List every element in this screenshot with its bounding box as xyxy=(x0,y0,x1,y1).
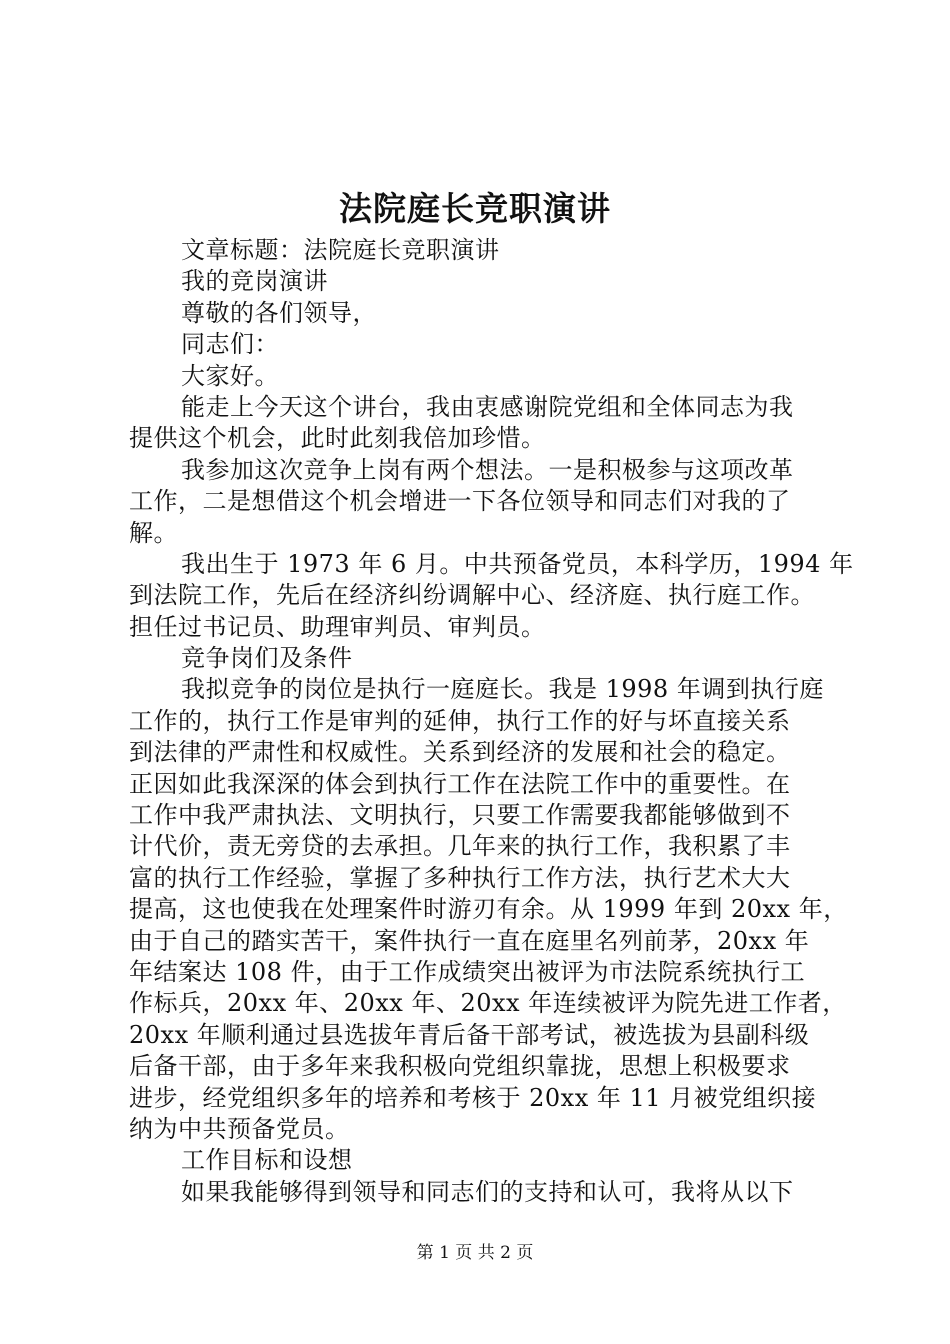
text-line: 提供这个机会，此时此刻我倍加珍惜。 xyxy=(129,424,546,453)
text-line: 20xx 年顺利通过县选拔年青后备干部考试，被选拔为县副科级 xyxy=(129,1020,810,1049)
text-line: 后备干部，由于多年来我积极向党组织靠拢，思想上积极要求 xyxy=(129,1052,791,1081)
text-line: 如果我能够得到领导和同志们的支持和认可，我将从以下 xyxy=(181,1177,794,1206)
text-line: 进步，经党组织多年的培养和考核于 20xx 年 11 月被党组织接 xyxy=(129,1083,817,1112)
text-line: 富的执行工作经验，掌握了多种执行工作方法，执行艺术大大 xyxy=(129,863,791,892)
text-line: 提高，这也使我在处理案件时游刃有余。从 1999 年到 20xx 年， xyxy=(129,895,848,924)
document-title: 法院庭长竞职演讲 xyxy=(339,189,611,228)
text-line: 文章标题：法院庭长竞职演讲 xyxy=(181,236,500,264)
page-footer: 第 1 页 共 2 页 xyxy=(416,1243,534,1263)
text-line: 计代价，责无旁贷的去承担。几年来的执行工作，我积累了丰 xyxy=(129,832,791,861)
section-heading: 竞争岗们及条件 xyxy=(181,644,353,673)
text-line: 纳为中共预备党员。 xyxy=(129,1114,350,1143)
text-line: 正因如此我深深的体会到执行工作在法院工作中的重要性。在 xyxy=(129,769,791,798)
text-line: 担任过书记员、助理审判员、审判员。 xyxy=(129,612,546,641)
text-line: 年结案达 108 件，由于工作成绩突出被评为市法院系统执行工 xyxy=(129,957,806,986)
text-line: 作标兵，20xx 年、20xx 年、20xx 年连续被评为院先进工作者， xyxy=(129,989,847,1018)
text-line: 解。 xyxy=(129,518,178,547)
text-line: 工作中我严肃执法、文明执行，只要工作需要我都能够做到不 xyxy=(129,801,791,830)
text-line: 我的竞岗演讲 xyxy=(181,267,328,296)
document-body xyxy=(129,235,854,1208)
section-heading: 工作目标和设想 xyxy=(181,1146,353,1175)
text-line: 同志们： xyxy=(181,330,279,359)
text-line: 到法律的严肃性和权威性。关系到经济的发展和社会的稳定。 xyxy=(129,738,791,767)
text-line: 尊敬的各们领导， xyxy=(181,298,377,327)
text-line: 我出生于 1973 年 6 月。中共预备党员，本科学历，1994 年 xyxy=(181,549,854,578)
text-line: 到法院工作，先后在经济纠纷调解中心、经济庭、执行庭工作。 xyxy=(129,581,815,610)
text-line: 工作的，执行工作是审判的延伸，执行工作的好与坏直接关系 xyxy=(129,706,791,735)
text-line: 大家好。 xyxy=(181,361,279,390)
text-line: 能走上今天这个讲台，我由衷感谢院党组和全体同志为我 xyxy=(181,392,794,421)
text-line: 工作，二是想借这个机会增进一下各位领导和同志们对我的了 xyxy=(129,487,791,516)
text-line: 我拟竞争的岗位是执行一庭庭长。我是 1998 年调到执行庭 xyxy=(181,675,824,704)
text-line: 由于自己的踏实苦干，案件执行一直在庭里名列前茅，20xx 年 xyxy=(129,926,810,955)
text-line: 我参加这次竞争上岗有两个想法。一是积极参与这项改革 xyxy=(181,455,794,484)
